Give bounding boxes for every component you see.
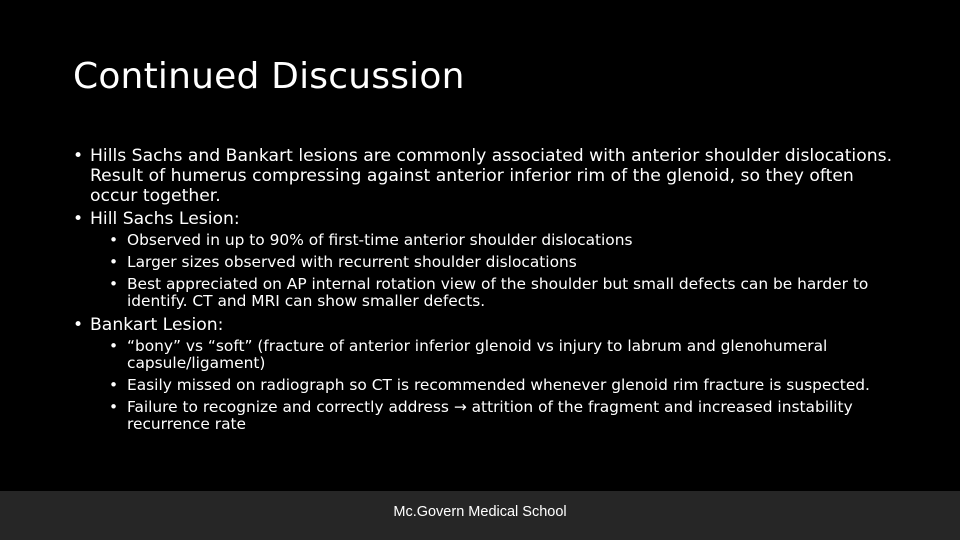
bullet-item: [73, 315, 903, 335]
bullet-icon: •: [73, 146, 84, 166]
sub-bullet-text: “bony” vs “soft” (fracture of anterior inferior glenoid vs injury to labrum and glenohumeral capsule/ligament): [127, 337, 828, 372]
bullet-text: Hills Sachs and Bankart lesions are commonly associated with anterior shoulder dislocations. Result of humerus compressing against anterior inferior rim of the glenoid, so they often occur together.: [90, 146, 893, 206]
bullet-icon: •: [109, 337, 119, 355]
sub-bullet-item: [109, 276, 903, 310]
bullet-icon: •: [109, 275, 119, 293]
sub-bullet-item: [109, 338, 903, 372]
bullet-item: [73, 146, 903, 206]
slide-body: [73, 146, 903, 438]
sub-bullet-text: Easily missed on radiograph so CT is recommended whenever glenoid rim fracture is suspected.: [127, 376, 870, 394]
slide-title: Continued Discussion: [73, 56, 465, 97]
footer-bar: [0, 491, 960, 540]
sub-bullet-item: [109, 399, 903, 433]
bullet-icon: •: [73, 315, 84, 335]
bullet-text: Bankart Lesion:: [90, 315, 224, 335]
sub-bullet-list: [109, 232, 903, 310]
sub-bullet-text: Best appreciated on AP internal rotation view of the shoulder but small defects can be harder to identify. CT and MRI can show smaller defects.: [127, 275, 869, 310]
bullet-icon: •: [109, 398, 119, 416]
sub-bullet-text: Failure to recognize and correctly address → attrition of the fragment and increased instability recurrence rate: [127, 398, 853, 433]
sub-bullet-list: [109, 338, 903, 433]
bullet-item: [73, 209, 903, 229]
bullet-icon: •: [109, 231, 119, 249]
sub-bullet-item: [109, 254, 903, 271]
sub-bullet-text: Larger sizes observed with recurrent shoulder dislocations: [127, 253, 577, 271]
sub-bullet-text: Observed in up to 90% of first-time anterior shoulder dislocations: [127, 231, 633, 249]
bullet-text: Hill Sachs Lesion:: [90, 209, 240, 229]
bullet-icon: •: [109, 253, 119, 271]
bullet-icon: •: [73, 209, 84, 229]
footer-text: Mc.Govern Medical School: [393, 504, 567, 520]
sub-bullet-item: [109, 232, 903, 249]
sub-bullet-item: [109, 377, 903, 394]
bullet-icon: •: [109, 376, 119, 394]
